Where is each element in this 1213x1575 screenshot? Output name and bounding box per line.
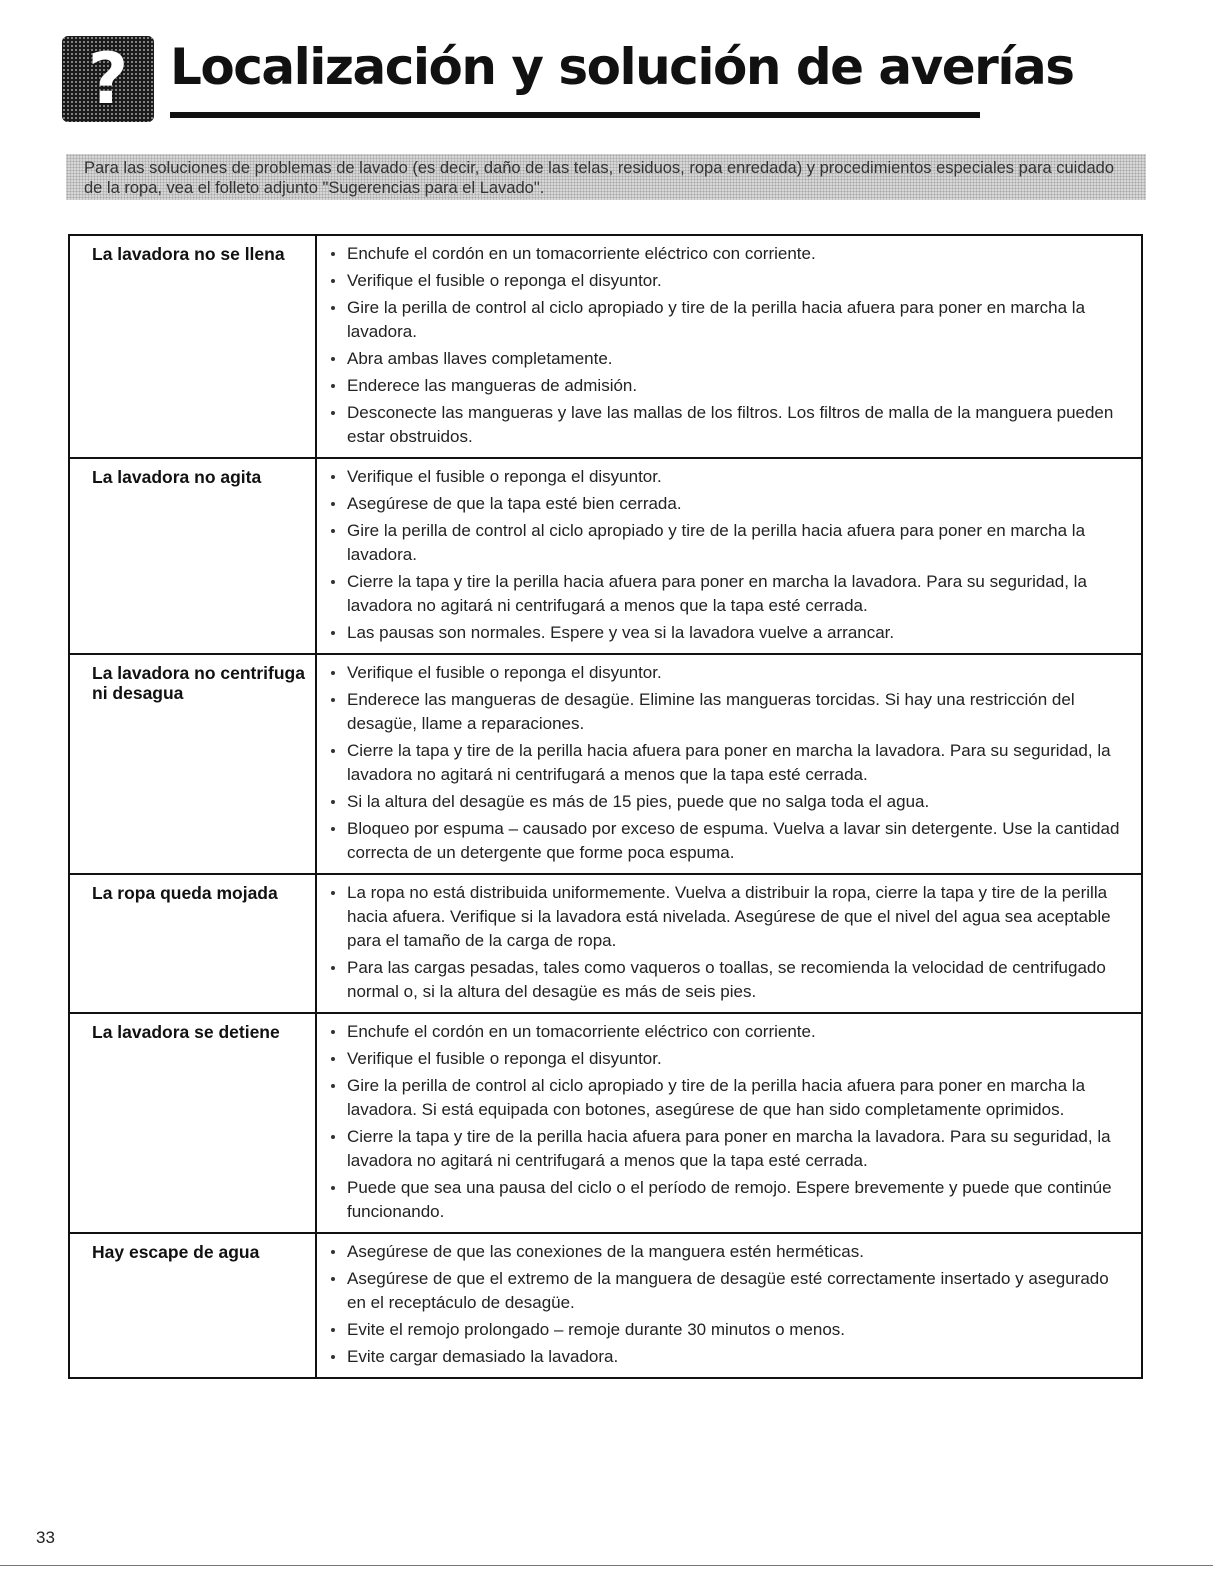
solution-list [317,459,1141,653]
solution-item: Gire la perilla de control al ciclo apropiado y tire de la perilla hacia afuera para poner en marcha la lavadora. [329,519,1127,567]
problem-label: La lavadora no se llena [70,236,317,457]
solution-item: Gire la perilla de control al ciclo apropiado y tire de la perilla hacia afuera para poner en marcha la lavadora. Si está equipada con botones, asegúrese de que han sido completamente oprimidos. [329,1074,1127,1122]
intro-note: Para las soluciones de problemas de lavado (es decir, daño de las telas, residuos, ropa enredada) y procedimientos especiales para cuidado de la ropa, vea el folleto adjunto "Sugerencias para el Lavado". [66,154,1146,200]
solution-item: Verifique el fusible o reponga el disyuntor. [329,465,1127,489]
solution-item: Abra ambas llaves completamente. [329,347,1127,371]
solution-list [317,1234,1141,1377]
solution-item: Verifique el fusible o reponga el disyuntor. [329,1047,1127,1071]
page-header [62,36,1074,126]
solution-item: Para las cargas pesadas, tales como vaqueros o toallas, se recomienda la velocidad de centrifugado normal o, si la altura del desagüe es más de seis pies. [329,956,1127,1004]
problem-label: La ropa queda mojada [70,875,317,1012]
title-underline [170,112,980,118]
solution-item: Enderece las mangueras de desagüe. Elimine las mangueras torcidas. Si hay una restricción del desagüe, llame a reparaciones. [329,688,1127,736]
solution-item: Cierre la tapa y tire la perilla hacia afuera para poner en marcha la lavadora. Para su seguridad, la lavadora no agitará ni centrifugará a menos que la tapa esté cerrada. [329,570,1127,618]
problem-label: La lavadora no agita [70,459,317,653]
problem-label: La lavadora no centrifuga ni desagua [70,655,317,873]
solution-item: Gire la perilla de control al ciclo apropiado y tire de la perilla hacia afuera para poner en marcha la lavadora. [329,296,1127,344]
solution-item: Las pausas son normales. Espere y vea si la lavadora vuelve a arrancar. [329,621,1127,645]
problem-label: Hay escape de agua [70,1234,317,1377]
solution-item: Asegúrese de que la tapa esté bien cerrada. [329,492,1127,516]
solution-list [317,655,1141,873]
page-number: 33 [36,1528,55,1547]
question-mark-glyph: ? [87,38,129,120]
solution-item: Asegúrese de que el extremo de la manguera de desagüe esté correctamente insertado y asegurado en el receptáculo de desagüe. [329,1267,1127,1315]
solution-item: Verifique el fusible o reponga el disyuntor. [329,269,1127,293]
solution-item: Cierre la tapa y tire de la perilla hacia afuera para poner en marcha la lavadora. Para su seguridad, la lavadora no agitará ni centrifugará a menos que la tapa esté cerrada. [329,739,1127,787]
table-row [70,236,1141,459]
table-row [70,1014,1141,1234]
solution-item: Desconecte las mangueras y lave las mallas de los filtros. Los filtros de malla de la manguera pueden estar obstruidos. [329,401,1127,449]
solution-item: Si la altura del desagüe es más de 15 pies, puede que no salga toda el agua. [329,790,1127,814]
solution-item: Enchufe el cordón en un tomacorriente eléctrico con corriente. [329,1020,1127,1044]
solution-item: Enchufe el cordón en un tomacorriente eléctrico con corriente. [329,242,1127,266]
troubleshooting-table [68,234,1143,1379]
solution-list [317,875,1141,1012]
bottom-divider [0,1565,1213,1566]
solution-item: La ropa no está distribuida uniformemente. Vuelva a distribuir la ropa, cierre la tapa y tire de la perilla hacia afuera. Verifique si la lavadora está nivelada. Asegúrese de que el nivel del agua sea aceptable para el tamaño de la carga de ropa. [329,881,1127,953]
question-mark-icon [62,36,154,122]
solution-item: Cierre la tapa y tire de la perilla hacia afuera para poner en marcha la lavadora. Para su seguridad, la lavadora no agitará ni centrifugará a menos que la tapa esté cerrada. [329,1125,1127,1173]
page-title: Localización y solución de averías [170,38,1074,96]
solution-item: Evite cargar demasiado la lavadora. [329,1345,1127,1369]
solution-list [317,1014,1141,1232]
solution-item: Asegúrese de que las conexiones de la manguera estén herméticas. [329,1240,1127,1264]
table-row [70,875,1141,1014]
solution-item: Enderece las mangueras de admisión. [329,374,1127,398]
solution-item: Bloqueo por espuma – causado por exceso de espuma. Vuelva a lavar sin detergente. Use la cantidad correcta de un detergente que forme poca espuma. [329,817,1127,865]
table-row [70,459,1141,655]
solution-item: Evite el remojo prolongado – remoje durante 30 minutos o menos. [329,1318,1127,1342]
problem-label: La lavadora se detiene [70,1014,317,1232]
table-row [70,1234,1141,1377]
table-row [70,655,1141,875]
solution-list [317,236,1141,457]
solution-item: Puede que sea una pausa del ciclo o el período de remojo. Espere brevemente y puede que continúe funcionando. [329,1176,1127,1224]
solution-item: Verifique el fusible o reponga el disyuntor. [329,661,1127,685]
